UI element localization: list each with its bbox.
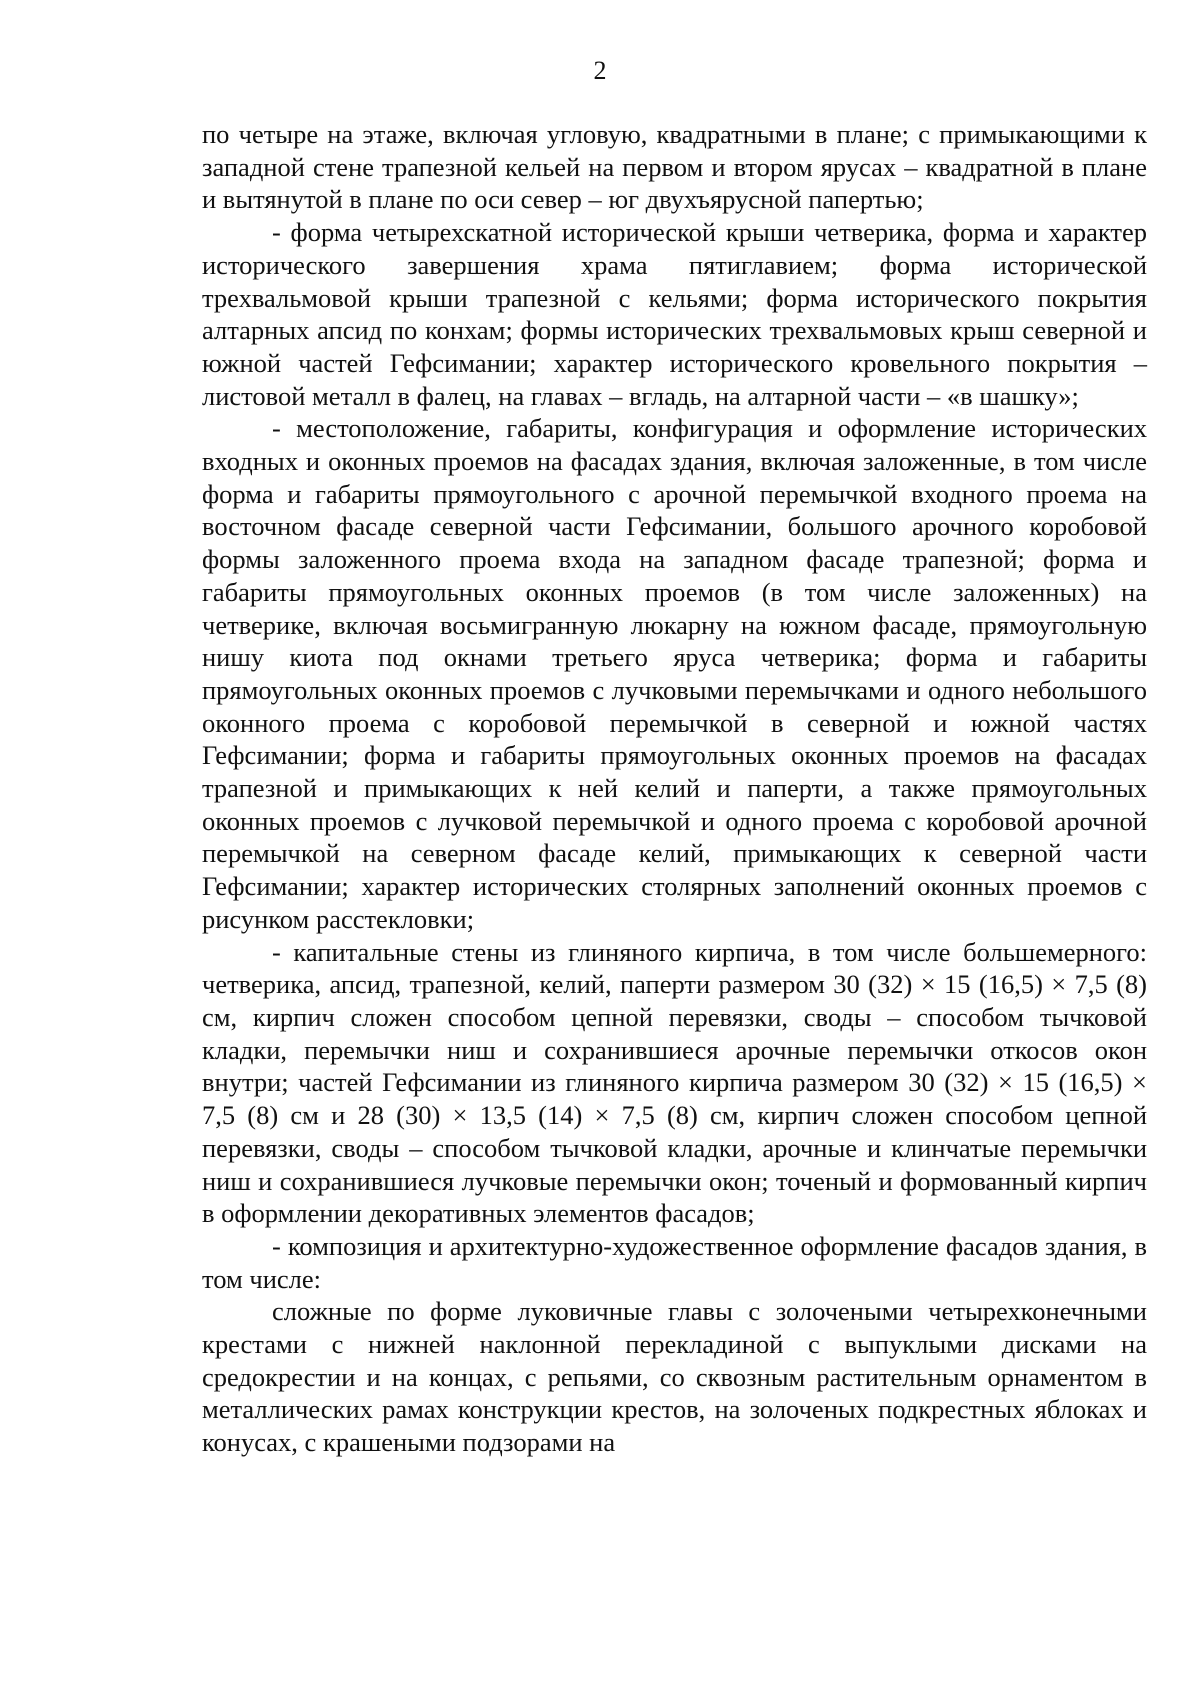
paragraph-walls: - капитальные стены из глиняного кирпича, в том числе большемерного: четверика, апсид, трапезной, келий, паперти размером 30 (32) × 15 (16,5) × 7,5 (8) см, кирпич сложен способом цепной перевязки, своды – способом тычковой кладки, перемычки ниш и сохранившиеся арочные перемычки откосов окон внутри; частей Гефсимании из глиняного кирпича размером 30 (32) × 15 (16,5) × 7,5 (8) см и 28 (30) × 13,5 (14) × 7,5 (8) см, кирпич сложен способом цепной перевязки, своды – способом тычковой кладки, арочные и клинчатые перемычки ниш и сохранившиеся лучковые перемычки окон; точеный и формованный кирпич в оформлении декоративных элементов фасадов; [202,936,1147,1229]
paragraph-openings: - местоположение, габариты, конфигурация и оформление исторических входных и оконных проемов на фасадах здания, включая заложенные, в том числе форма и габариты прямоугольного с арочной перемычкой входного проема на восточном фасаде северной части Гефсимании, большого арочного коробовой формы заложенного проема входа на западном фасаде трапезной; форма и габариты прямоугольных оконных проемов (в том числе заложенных) на четверике, включая восьмигранную люкарну на южном фасаде, прямоугольную нишу киота под окнами третьего яруса четверика; форма и габариты прямоугольных оконных проемов с лучковыми перемычками и одного небольшого оконного проема с коробовой перемычкой в северной и южной частях Гефсимании; форма и габариты прямоугольных оконных проемов на фасадах трапезной и примыкающих к ней келий и паперти, а также прямоугольных оконных проемов с лучковой перемычкой и одного проема с коробовой арочной перемычкой на северном фасаде келий, примыкающих к северной части Гефсимании; характер исторических столярных заполнений оконных проемов с рисунком расстекловки; [202,413,1147,934]
paragraph-continuation: по четыре на этаже, включая угловую, квадратными в плане; с примыкающими к западной стене трапезной кельей на первом и втором ярусах – квадратной в плане и вытянутой в плане по оси север – юг двухъярусной папертью; [202,119,1147,215]
page-number: 2 [593,56,607,85]
document-body [202,118,1147,1459]
paragraph-domes: сложные по форме луковичные главы с золочеными четырехконечными крестами с нижней наклонной перекладиной с выпуклыми дисками на средокрестии и на концах, с репьями, со сквозным растительным орнаментом в металлических рамах конструкции крестов, на золоченых подкрестных яблоках и конусах, с крашеными подзорами на [202,1296,1147,1458]
paragraph-roof-forms: - форма четырехскатной исторической крыши четверика, форма и характер исторического завершения храма пятиглавием; форма исторической трехвальмовой крыши трапезной с кельями; форма исторического покрытия алтарных апсид по конхам; формы исторических трехвальмовых крыш северной и южной частей Гефсимании; характер исторического кровельного покрытия – листовой металл в фалец, на главах – вгладь, на алтарной части – «в шашку»; [202,217,1147,411]
paragraph-facades: - композиция и архитектурно-художественное оформление фасадов здания, в том числе: [202,1230,1147,1294]
